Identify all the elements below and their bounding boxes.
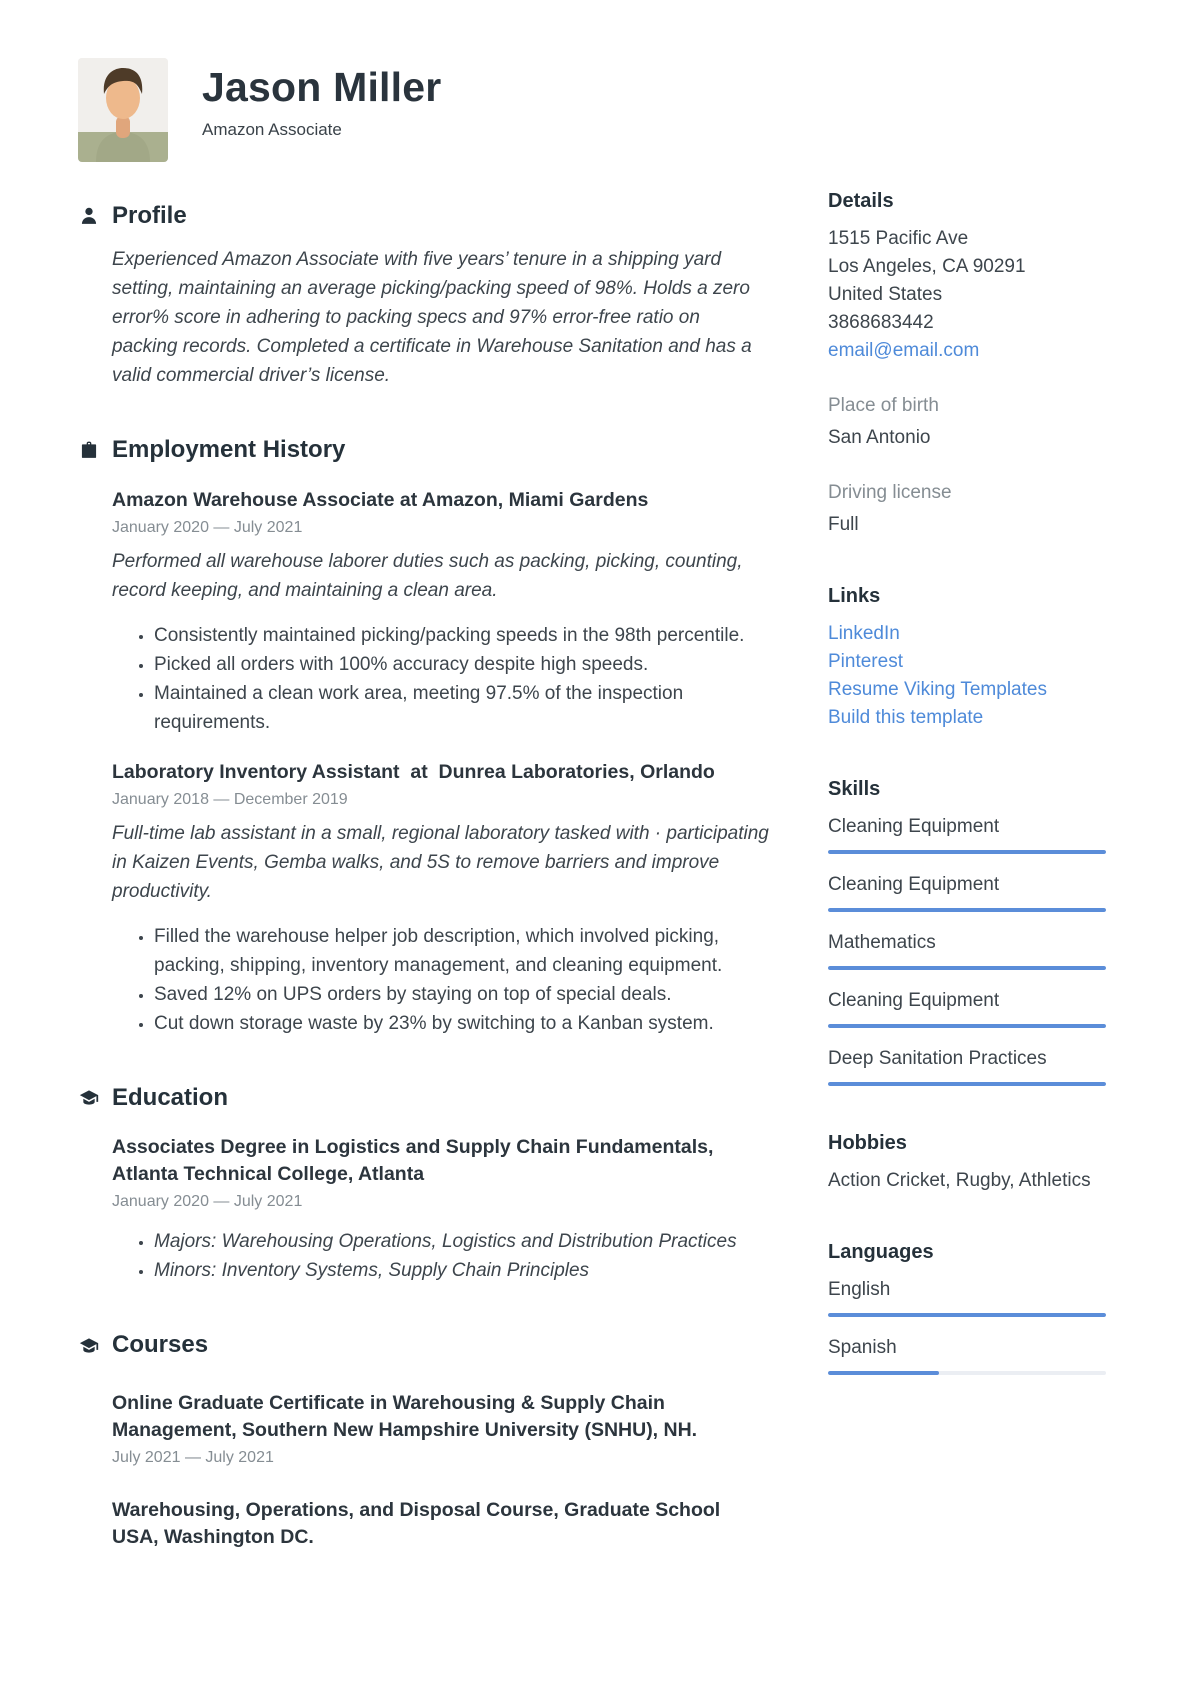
links-group — [828, 585, 1106, 732]
address-country: United States — [828, 284, 943, 305]
skill-level-bar — [828, 908, 1106, 912]
graduation-cap-icon — [78, 1087, 99, 1108]
language-item — [828, 1334, 1106, 1375]
skills-heading: Skills — [828, 778, 881, 800]
skill-level-fill — [828, 1024, 1106, 1028]
phone-number: 3868683442 — [828, 312, 934, 333]
skills-group — [828, 778, 1106, 1086]
skill-level-fill — [828, 908, 1106, 912]
links-list — [828, 620, 1106, 732]
place-of-birth-value: San Antonio — [828, 427, 931, 448]
skill-item — [828, 929, 1106, 970]
profile-section-header — [78, 202, 770, 231]
header-text — [202, 58, 441, 140]
profile-section — [78, 202, 770, 390]
languages-group — [828, 1241, 1106, 1375]
job-bullet: • Picked all orders with 100% accuracy despite high speeds. — [154, 650, 770, 679]
course-date-range: July 2021 — July 2021 — [112, 1449, 274, 1467]
job-title: Amazon Warehouse Associate at Amazon, Miami Gardens — [112, 488, 649, 511]
driving-license-block — [828, 482, 1106, 539]
skill-name: Cleaning Equipment — [828, 816, 1000, 837]
profile-text: Experienced Amazon Associate with five years’ tenure in a shipping yard setting, maintaining an average picking/packing speed of 98%. Holds a zero error% score in adhering to packing specs and 97% error-free ratio on packing records. Completed a certificate in Warehouse Sanitation and has a valid commercial driver’s license. — [112, 248, 752, 386]
skill-item — [828, 1045, 1106, 1086]
language-level-bar — [828, 1313, 1106, 1317]
job-date-range: January 2018 — December 2019 — [112, 790, 348, 808]
job-date-range: January 2020 — July 2021 — [112, 518, 303, 536]
main-column — [78, 190, 770, 1551]
external-link[interactable]: Pinterest — [828, 651, 903, 672]
job-summary: Performed all warehouse laborer duties such as packing, picking, counting, record keeping, and maintaining a clean area. — [112, 550, 743, 601]
driving-license-label: Driving license — [828, 482, 952, 503]
employment-entry — [112, 759, 770, 1038]
skills-list — [828, 813, 1106, 1086]
skill-name: Cleaning Equipment — [828, 990, 1000, 1011]
graduation-cap-icon — [78, 1335, 99, 1356]
skill-name: Mathematics — [828, 932, 936, 953]
external-link[interactable]: LinkedIn — [828, 623, 900, 644]
driving-license-value: Full — [828, 514, 859, 535]
skill-item — [828, 813, 1106, 854]
languages-heading: Languages — [828, 1241, 934, 1263]
candidate-name: Jason Miller — [202, 64, 442, 110]
courses-section — [78, 1331, 770, 1551]
skill-name: Cleaning Equipment — [828, 874, 1000, 895]
hobbies-group — [828, 1132, 1106, 1195]
content-columns — [0, 190, 1190, 1551]
degree-title: Associates Degree in Logistics and Supply Chain Fundamentals, Atlanta Technical College, Atlanta — [112, 1136, 719, 1186]
email-link[interactable]: email@email.com — [828, 340, 980, 361]
job-bullet: • Cut down storage waste by 23% by switching to a Kanban system. — [154, 1009, 770, 1038]
skill-level-bar — [828, 966, 1106, 970]
details-group — [828, 190, 1106, 539]
links-heading: Links — [828, 585, 881, 607]
course-title: Online Graduate Certificate in Warehousing & Supply Chain Management, Southern New Hampshire University (SNHU), NH. — [112, 1392, 698, 1442]
courses-section-header — [78, 1331, 770, 1360]
employment-entry — [112, 487, 770, 737]
profile-heading: Profile — [112, 202, 187, 229]
skill-item — [828, 987, 1106, 1028]
job-bullet: • Filled the warehouse helper job description, which involved picking, packing, shipping, inventory management, and cleaning equipment. — [154, 922, 770, 980]
job-bullet: • Maintained a clean work area, meeting 97.5% of the inspection requirements. — [154, 679, 770, 737]
skill-level-fill — [828, 850, 1106, 854]
place-of-birth-block — [828, 395, 1106, 452]
header — [0, 0, 1190, 162]
course-title: Warehousing, Operations, and Disposal Course, Graduate School USA, Washington DC. — [112, 1499, 726, 1549]
job-bullet-list — [112, 621, 770, 737]
language-name: Spanish — [828, 1337, 897, 1358]
education-entry — [112, 1134, 770, 1285]
external-link[interactable]: Resume Viking Templates — [828, 679, 1047, 700]
profile-photo-illustration — [78, 58, 168, 162]
degree-bullet: • Majors: Warehousing Operations, Logistics and Distribution Practices — [154, 1227, 770, 1256]
language-name: English — [828, 1279, 891, 1300]
language-item — [828, 1276, 1106, 1317]
briefcase-icon — [78, 440, 99, 461]
languages-list — [828, 1276, 1106, 1375]
education-entries — [112, 1134, 770, 1285]
skill-name: Deep Sanitation Practices — [828, 1048, 1047, 1069]
job-bullet: • Saved 12% on UPS orders by staying on top of special deals. — [154, 980, 770, 1009]
job-bullet: • Consistently maintained picking/packing speeds in the 98th percentile. — [154, 621, 770, 650]
place-of-birth-label: Place of birth — [828, 395, 939, 416]
hobbies-heading: Hobbies — [828, 1132, 907, 1154]
hobbies-text: Action Cricket, Rugby, Athletics — [828, 1170, 1091, 1191]
job-summary: Full-time lab assistant in a small, regional laboratory tasked with · participating in Kaizen Events, Gemba walks, and 5S to remove barriers and improve productivity. — [112, 822, 769, 902]
language-level-fill — [828, 1371, 939, 1375]
address-line-1: 1515 Pacific Ave — [828, 228, 969, 249]
details-heading: Details — [828, 190, 894, 212]
external-link[interactable]: Build this template — [828, 707, 984, 728]
employment-section-header — [78, 436, 770, 465]
job-bullet-list — [112, 922, 770, 1038]
skill-item — [828, 871, 1106, 912]
skill-level-bar — [828, 1024, 1106, 1028]
degree-date-range: January 2020 — July 2021 — [112, 1193, 303, 1211]
skill-level-fill — [828, 1082, 1106, 1086]
skill-level-bar — [828, 1082, 1106, 1086]
course-entry — [112, 1390, 770, 1467]
address-line-2: Los Angeles, CA 90291 — [828, 256, 1026, 277]
education-section-header — [78, 1084, 770, 1113]
profile-photo — [78, 58, 168, 162]
skill-level-bar — [828, 850, 1106, 854]
degree-bullet-list — [112, 1227, 770, 1285]
courses-heading: Courses — [112, 1331, 209, 1359]
education-section — [78, 1084, 770, 1286]
job-title: Laboratory Inventory Assistant at Dunrea Laboratories, Orlando — [112, 760, 715, 783]
degree-bullet: • Minors: Inventory Systems, Supply Chain Principles — [154, 1256, 770, 1285]
language-level-fill — [828, 1313, 1106, 1317]
sidebar — [828, 190, 1106, 1551]
education-heading: Education — [112, 1083, 229, 1111]
skill-level-fill — [828, 966, 1106, 970]
courses-entries — [112, 1390, 770, 1551]
employment-heading: Employment History — [112, 435, 346, 463]
candidate-job-title: Amazon Associate — [202, 120, 342, 140]
course-entry — [112, 1497, 770, 1551]
person-icon — [78, 206, 99, 227]
employment-entries — [112, 487, 770, 1038]
language-level-bar — [828, 1371, 1106, 1375]
employment-section — [78, 436, 770, 1038]
